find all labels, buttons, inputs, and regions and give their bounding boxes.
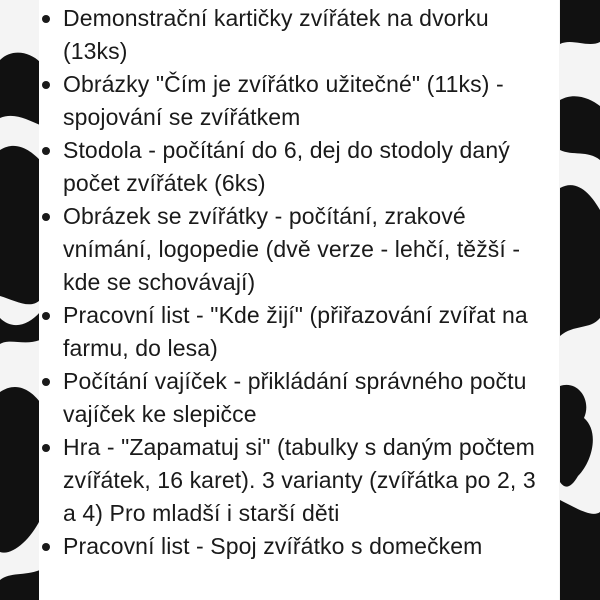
- bullet-icon: [42, 213, 50, 221]
- list-item-text: Počítání vajíček - přikládání správného počtu vajíček ke slepičce: [63, 368, 527, 427]
- list-item-text: Hra - "Zapamatuj si" (tabulky s daným počtem zvířátek, 16 karet). 3 varianty (zvířátka po 2, 3 a 4) Pro mladší i starší děti: [63, 434, 536, 526]
- bullet-icon: [42, 147, 50, 155]
- list-item: [39, 68, 559, 134]
- bullet-icon: [42, 81, 50, 89]
- bullet-icon: [42, 312, 50, 320]
- list-item-text: Stodola - počítání do 6, dej do stodoly daný počet zvířátek (6ks): [63, 137, 510, 196]
- bullet-icon: [42, 15, 50, 23]
- bullet-list: [39, 2, 559, 563]
- content-panel: [39, 0, 559, 600]
- list-item-text: Pracovní list - Spoj zvířátko s domečkem: [63, 533, 483, 559]
- list-item-text: Pracovní list - "Kde žijí" (přiřazování zvířat na farmu, do lesa): [63, 302, 528, 361]
- bullet-icon: [42, 378, 50, 386]
- list-item-text: Obrázek se zvířátky - počítání, zrakové vnímání, logopedie (dvě verze - lehčí, těžší - kde se schovávají): [63, 203, 521, 295]
- list-item: [39, 2, 559, 68]
- list-item: [39, 299, 559, 365]
- list-item: [39, 431, 559, 530]
- list-item: [39, 365, 559, 431]
- list-item: [39, 134, 559, 200]
- list-item-text: Obrázky "Čím je zvířátko užitečné" (11ks) - spojování se zvířátkem: [63, 71, 504, 130]
- list-item: [39, 530, 559, 563]
- bullet-icon: [42, 444, 50, 452]
- list-item: [39, 200, 559, 299]
- bullet-icon: [42, 543, 50, 551]
- list-item-text: Demonstrační kartičky zvířátek na dvorku (13ks): [63, 5, 489, 64]
